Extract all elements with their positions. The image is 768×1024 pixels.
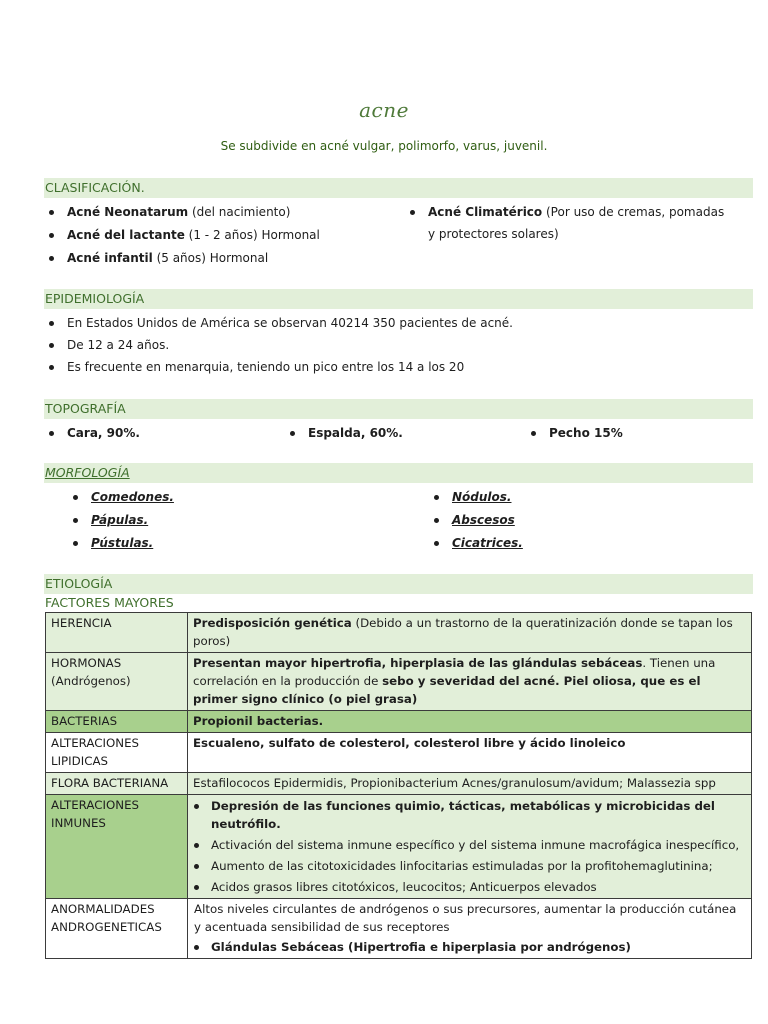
row-key: HERENCIA bbox=[46, 613, 188, 653]
list-item: Pústulas. bbox=[91, 535, 341, 551]
list-item: Pecho 15% bbox=[549, 425, 739, 441]
bullet-icon bbox=[73, 495, 78, 500]
table-row bbox=[46, 653, 752, 711]
table-row bbox=[46, 773, 752, 795]
section-heading-topografia: TOPOGRAFÍA bbox=[44, 399, 753, 419]
list-item: Es frecuente en menarquia, teniendo un pico entre los 14 a los 20 bbox=[67, 359, 747, 375]
bullet-icon bbox=[73, 518, 78, 523]
bullet-icon bbox=[434, 495, 439, 500]
section-heading-etiologia: ETIOLOGÍA bbox=[44, 574, 753, 594]
bullet-icon bbox=[49, 321, 54, 326]
list-item: Cicatrices. bbox=[452, 535, 702, 551]
etiologia-table bbox=[45, 612, 752, 959]
list-item: Pápulas. bbox=[91, 512, 341, 528]
list-item: En Estados Unidos de América se observan 40214 350 pacientes de acné. bbox=[67, 315, 747, 331]
bullet-icon bbox=[434, 541, 439, 546]
row-key: ALTERACIONES INMUNES bbox=[46, 795, 188, 899]
bullet-icon bbox=[49, 431, 54, 436]
row-key: HORMONAS (Andrógenos) bbox=[46, 653, 188, 711]
list-item: Acné Neonatarum (del nacimiento) bbox=[67, 204, 387, 220]
list-item: Activación del sistema inmune específico y del sistema inmune macrofágica inespecífico, bbox=[188, 836, 745, 854]
table-row bbox=[46, 613, 752, 653]
list-item: Comedones. bbox=[91, 489, 341, 505]
row-value: Altos niveles circulantes de andrógenos o sus precursores, aumentar la producción cutánea y acentuada sensibilidad de sus receptores Glándulas Sebáceas (Hipertrofia e hiperplasia por andrógenos) bbox=[188, 899, 752, 959]
bullet-icon bbox=[531, 431, 536, 436]
bullet-icon bbox=[194, 804, 199, 809]
page-subtitle: Se subdivide en acné vulgar, polimorfo, varus, juvenil. bbox=[220, 139, 548, 153]
bullet-icon bbox=[194, 843, 199, 848]
bullet-icon bbox=[410, 210, 415, 215]
subheading-factores-mayores: FACTORES MAYORES bbox=[45, 595, 174, 610]
row-key: ALTERACIONES LIPIDICAS bbox=[46, 733, 188, 773]
list-item: Depresión de las funciones quimio, tácticas, metabólicas y microbicidas del neutrófilo. bbox=[188, 797, 745, 833]
row-key: ANORMALIDADES ANDROGENETICAS bbox=[46, 899, 188, 959]
list-item: Acné infantil (5 años) Hormonal bbox=[67, 250, 387, 266]
table-row bbox=[46, 899, 752, 959]
list-item: Nódulos. bbox=[452, 489, 702, 505]
list-item: Espalda, 60%. bbox=[308, 425, 508, 441]
list-item: Acné del lactante (1 - 2 años) Hormonal bbox=[67, 227, 387, 243]
section-heading-epidemiologia: EPIDEMIOLOGÍA bbox=[44, 289, 753, 309]
section-heading-morfologia: MORFOLOGÍA bbox=[44, 463, 753, 483]
row-key: BACTERIAS bbox=[46, 711, 188, 733]
bullet-icon bbox=[49, 210, 54, 215]
row-key: FLORA BACTERIANA bbox=[46, 773, 188, 795]
bullet-icon bbox=[49, 343, 54, 348]
table-row bbox=[46, 733, 752, 773]
section-heading-clasificacion: CLASIFICACIÓN. bbox=[44, 178, 753, 198]
bullet-icon bbox=[194, 945, 199, 950]
bullet-icon bbox=[290, 431, 295, 436]
bullet-icon bbox=[49, 256, 54, 261]
list-item: Aumento de las citotoxicidades linfocitarias estimuladas por la profitohemaglutinina; bbox=[188, 857, 745, 875]
row-value bbox=[188, 795, 752, 899]
row-value: Propionil bacterias. bbox=[188, 711, 752, 733]
row-value: Presentan mayor hipertrofia, hiperplasia de las glándulas sebáceas. Tienen una correlación en la producción de sebo y severidad del acné. Piel oliosa, que es el primer signo clínico (o piel grasa) bbox=[188, 653, 752, 711]
row-value: Predisposición genética (Debido a un trastorno de la queratinización donde se tapan los poros) bbox=[188, 613, 752, 653]
bullet-icon bbox=[73, 541, 78, 546]
bullet-icon bbox=[49, 233, 54, 238]
list-item: Acidos grasos libres citotóxicos, leucocitos; Anticuerpos elevados bbox=[188, 878, 745, 896]
list-item: De 12 a 24 años. bbox=[67, 337, 747, 353]
bullet-icon bbox=[194, 864, 199, 869]
page-title: acne bbox=[359, 98, 409, 122]
list-item: Abscesos bbox=[452, 512, 702, 528]
list-item: Glándulas Sebáceas (Hipertrofia e hiperplasia por andrógenos) bbox=[188, 938, 745, 956]
table-row bbox=[46, 795, 752, 899]
bullet-icon bbox=[194, 885, 199, 890]
row-value: Estafilococos Epidermidis, Propionibacterium Acnes/granulosum/avidum; Malassezia spp bbox=[188, 773, 752, 795]
table-row bbox=[46, 711, 752, 733]
row-value: Escualeno, sulfato de colesterol, colesterol libre y ácido linoleico bbox=[188, 733, 752, 773]
list-item: Cara, 90%. bbox=[67, 425, 267, 441]
bullet-icon bbox=[434, 518, 439, 523]
list-item: Acné Climatérico (Por uso de cremas, pomadas y protectores solares) bbox=[428, 201, 728, 245]
bullet-icon bbox=[49, 365, 54, 370]
